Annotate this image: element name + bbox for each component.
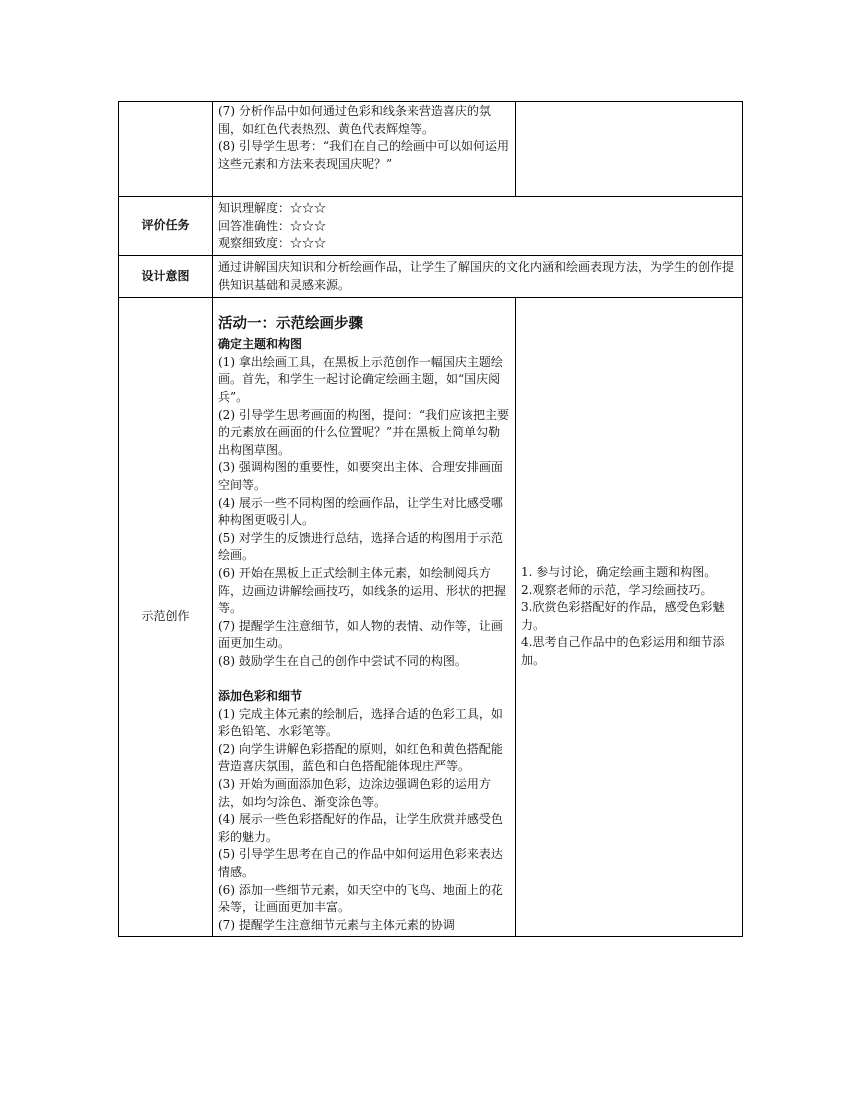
activity-title: 活动一：示范绘画步骤 — [218, 316, 363, 333]
demo-step: (1) 完成主体元素的绘制后，选择合适的色彩工具，如彩色铅笔、水彩笔等。 — [218, 706, 503, 739]
student-activity: 4.思考自己作品中的色彩运用和细节添加。 — [521, 635, 725, 667]
evaluation-item: 知识理解度：☆☆☆ — [218, 201, 327, 215]
evaluation-content — [213, 197, 743, 256]
demo-step: (2) 向学生讲解色彩搭配的原则，如红色和黄色搭配能营造喜庆氛围，蓝色和白色搭配能体现庄严等。 — [218, 741, 503, 774]
design-intent-label: 设计意图 — [119, 256, 213, 298]
demo-step: (6) 开始在黑板上正式绘制主体元素，如绘制阅兵方阵，边画边讲解绘画技巧，如线条的运用、形状的把握等。 — [218, 565, 507, 616]
demo-step: (6) 添加一些细节元素，如天空中的飞鸟、地面上的花朵等，让画面更加丰富。 — [218, 882, 503, 915]
demo-step: (5) 引导学生思考在自己的作品中如何运用色彩来表达情感。 — [218, 847, 503, 879]
section-heading: 确定主题和构图 — [218, 337, 303, 352]
teacher-step: (7) 分析作品中如何通过色彩和线条来营造喜庆的氛围，如红色代表热烈、黄色代表辉煌等。 — [218, 104, 491, 136]
teacher-step: (8) 引导学生思考：“我们在自己的绘画中可以如何运用这些元素和方法来表现国庆呢？” — [218, 139, 509, 171]
demo-step: (7) 提醒学生注意细节，如人物的表情、动作等，让画面更加生动。 — [218, 618, 503, 651]
demo-step: (3) 开始为画面添加色彩，边涂边强调色彩的运用方法，如均匀涂色、渐变涂色等。 — [218, 777, 491, 809]
student-activity: 1. 参与讨论，确定绘画主题和构图。 — [521, 565, 717, 579]
demo-label: 示范创作 — [119, 298, 213, 937]
evaluation-row — [119, 197, 743, 256]
continued-row — [119, 102, 743, 197]
demo-step: (4) 展示一些色彩搭配好的作品，让学生欣赏并感受色彩的魅力。 — [218, 812, 503, 844]
demo-step: (3) 强调构图的重要性，如要突出主体、合理安排画面空间等。 — [218, 460, 503, 492]
student-activities-cell — [516, 298, 743, 937]
demo-step: (1) 拿出绘画工具，在黑板上示范创作一幅国庆主题绘画。首先，和学生一起讨论确定绘画主题，如“国庆阅兵”。 — [218, 354, 503, 404]
student-activity: 2.观察老师的示范，学习绘画技巧。 — [521, 582, 713, 597]
lesson-plan-table — [118, 101, 743, 937]
continued-content-cell — [213, 102, 516, 197]
continued-label-cell — [119, 102, 213, 197]
demo-row — [119, 298, 743, 937]
demo-step: (4) 展示一些不同构图的绘画作品，让学生对比感受哪种构图更吸引人。 — [218, 495, 503, 528]
continued-student-cell — [516, 102, 743, 197]
evaluation-item: 回答准确性：☆☆☆ — [218, 218, 327, 233]
design-intent-row — [119, 256, 743, 298]
demo-step: (5) 对学生的反馈进行总结，选择合适的构图用于示范绘画。 — [218, 530, 503, 563]
evaluation-item: 观察细致度：☆☆☆ — [218, 236, 327, 251]
demo-step: (2) 引导学生思考画面的构图，提问：“我们应该把主要的元素放在画面的什么位置呢？”并在黑板上简单勾勒出构图草图。 — [218, 407, 509, 457]
section-spacer — [218, 670, 510, 688]
demo-step: (8) 鼓励学生在自己的创作中尝试不同的构图。 — [218, 653, 467, 668]
design-intent-text: 通过讲解国庆知识和分析绘画作品，让学生了解国庆的文化内涵和绘画表现方法，为学生的创作提供知识基础和灵感来源。 — [213, 256, 743, 298]
student-activity: 3.欣赏色彩搭配好的作品，感受色彩魅力。 — [521, 600, 725, 632]
demo-teacher-content — [213, 298, 516, 937]
section-heading: 添加色彩和细节 — [218, 689, 303, 704]
evaluation-label: 评价任务 — [119, 197, 213, 256]
demo-step: (7) 提醒学生注意细节元素与主体元素的协调 — [218, 917, 455, 932]
